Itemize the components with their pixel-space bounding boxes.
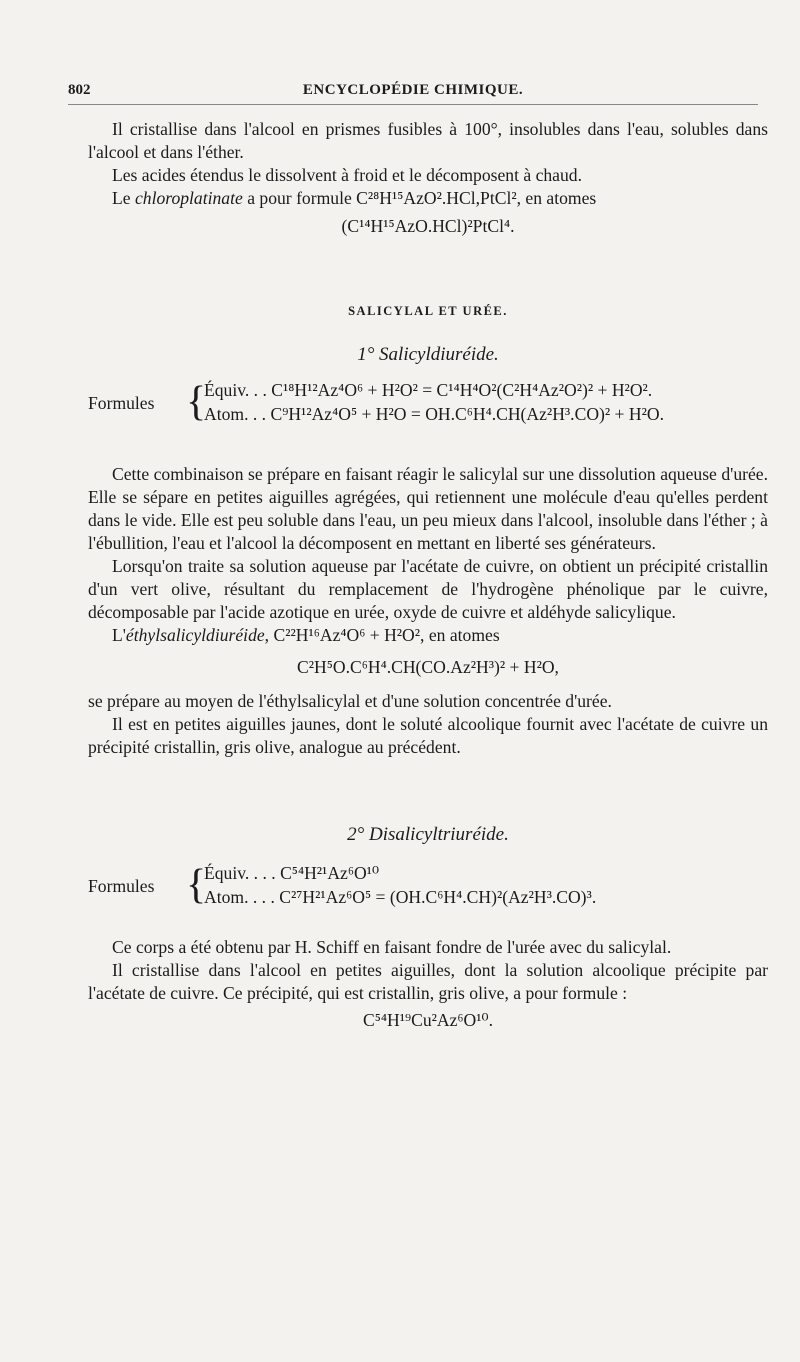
compound-title-salicyldiureide: 1° Salicyldiuréide. [357, 344, 499, 365]
text-fragment: L' [112, 625, 126, 645]
formulas-label: Formules [88, 393, 155, 413]
paragraph-schiff: Ce corps a été obtenu par H. Schiff en faisant fondre de l'urée avec du salicylal. [112, 937, 672, 957]
formula-equiv: Équiv. . . C¹⁸H¹²Az⁴O⁶ + H²O² = C¹⁴H⁴O²(C²H⁴Az²O²)² + H²O². [204, 380, 653, 400]
formulas-block-salicyldiureide [88, 379, 768, 429]
formulas-block-disalicyltriureide [88, 862, 768, 912]
paragraph-copper-acetate: Lorsqu'on traite sa solution aqueuse par l'acétate de cuivre, on obtient un précipité cristallin d'un vert olive, résultant du remplacement de l'hydrogène phénolique par le cuivre, décomposable par l'acide azotique en urée, oxyde de cuivre et aldéhyde salicylique. [88, 556, 768, 622]
ethylsalicyldiureide-term: éthylsalicyldiuréide [125, 625, 265, 645]
formula-copper-precipitate: C⁵⁴H¹⁹Cu²Az⁶O¹⁰. [362, 1010, 493, 1030]
brace-glyph: { [186, 862, 207, 908]
chloroplatinate-term: chloroplatinate [134, 188, 243, 208]
text-fragment: , C²²H¹⁶Az⁴O⁶ + H²O², en atomes [264, 625, 500, 645]
formula-chloroplatinate-atoms: (C¹⁴H¹⁵AzO.HCl)²PtCl⁴. [341, 216, 515, 236]
running-title: ENCYCLOPÉDIE CHIMIQUE. [302, 82, 524, 98]
text-fragment: Le [112, 188, 135, 208]
section-heading: SALICYLAL ET URÉE. [348, 304, 508, 318]
text-fragment: a pour formule C²⁸H¹⁵AzO².HCl,PtCl², en atomes [242, 188, 597, 208]
paragraph-ethyl-preparation: se prépare au moyen de l'éthylsalicylal et d'une solution concentrée d'urée. [88, 691, 612, 711]
formulas-label: Formules [88, 876, 155, 896]
formula-ethylsalicyldiureide-atoms: C²H⁵O.C⁶H⁴.CH(CO.Az²H³)² + H²O, [297, 657, 559, 677]
page-body [88, 118, 768, 1032]
paragraph-crystallization-needles: Il cristallise dans l'alcool en petites aiguilles, dont la solution alcoolique précipite par l'acétate de cuivre. Ce précipité, qui est cristallin, gris olive, a pour formule : [88, 960, 768, 1003]
paragraph-crystallization: Il cristallise dans l'alcool en prismes fusibles à 100°, insolubles dans l'eau, solubles dans l'alcool et dans l'éther. [88, 119, 768, 162]
paragraph-preparation: Cette combinaison se prépare en faisant réagir le salicylal sur une dissolution aqueuse d'urée. Elle se sépare en petites aiguilles agrégées, qui retiennent une molécule d'eau qu'elles perdent dans le vide. Elle est peu soluble dans l'eau, un peu mieux dans l'alcool, insoluble dans l'éther ; à l'ébullition, l'eau et l'alcool la décomposent en mettant en liberté ses générateurs. [88, 464, 768, 553]
paragraph-ethylsalicyldiureide [88, 624, 768, 647]
paragraph-chloroplatinate [88, 187, 768, 210]
paragraph-yellow-needles: Il est en petites aiguilles jaunes, dont le soluté alcoolique fournit avec l'acétate de cuivre un précipité cristallin, gris olive, analogue au précédent. [88, 714, 768, 757]
compound-title-disalicyltriureide: 2° Disalicyltriuréide. [347, 824, 509, 845]
page-number: 802 [68, 82, 91, 98]
formula-atom: Atom. . . . C²⁷H²¹Az⁶O⁵ = (OH.C⁶H⁴.CH)²(Az²H³.CO)³. [204, 887, 597, 907]
page-header [68, 82, 758, 106]
brace-glyph: { [186, 379, 207, 425]
paragraph-acids: Les acides étendus le dissolvent à froid et le décomposent à chaud. [112, 165, 582, 185]
formula-atom: Atom. . . C⁹H¹²Az⁴O⁵ + H²O = OH.C⁶H⁴.CH(Az²H³.CO)² + H²O. [204, 404, 664, 424]
header-rule [68, 104, 758, 105]
formula-equiv: Équiv. . . . C⁵⁴H²¹Az⁶O¹⁰ [204, 863, 380, 883]
